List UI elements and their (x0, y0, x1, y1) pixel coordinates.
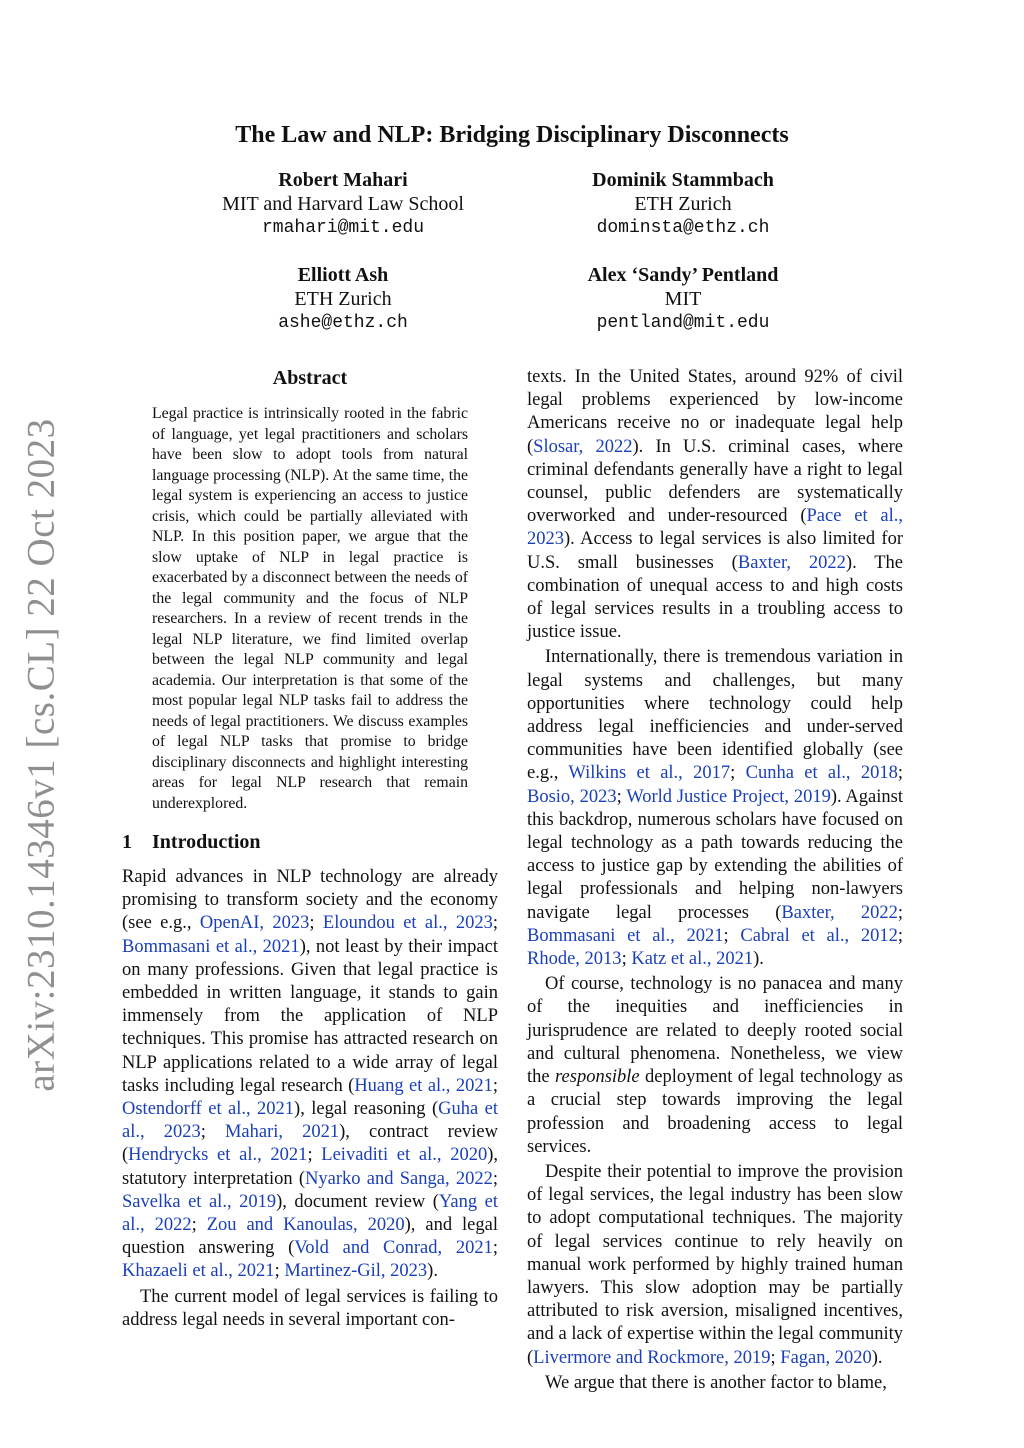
author-email[interactable]: dominsta@ethz.ch (596, 218, 770, 238)
abstract-text: Legal practice is intrinsically rooted in the fabric of language, yet legal practitioners and scholars have been slow to adopt tools from natural language processing (NLP). At the same time, the legal system is experiencing an access to justice crisis, which could be partially alleviated with NLP. In this position paper, we argue that the slow uptake of NLP in legal practice is exacerbated by a disconnect between the needs of the legal community and the focus of NLP researchers. In a review of recent trends in the legal NLP literature, we find limited overlap between the legal NLP community and legal academia. Our interpretation is that some of the most popular legal NLP tasks fail to address the needs of legal practitioners. We discuss examples of legal NLP tasks that promise to bridge disciplinary disconnects and highlight interesting areas for legal NLP research that remain underexplored. (152, 405, 468, 812)
citation-link[interactable]: Yang et al., 2022 (122, 1191, 499, 1236)
citation-link[interactable]: OpenAI, 2023 (199, 913, 310, 934)
body-paragraph: texts. In the United States, around 92% of civil legal problems experienced by low-income Americans receive no or inadequate legal help (Slosar, 2022). In U.S. criminal cases, where criminal defendants generally have a right to legal counsel, public defenders are systematically overworked and under-resourced (Pace et al., 2023). Access to legal services is also limited for U.S. small businesses (Baxter, 2022). The combination of unequal access to and high costs of legal services results in a troubling access to justice issue. (527, 367, 904, 643)
arxiv-stamp-text: arXiv:2310.14346v1 [cs.CL] 22 Oct 2023 (19, 418, 63, 1092)
citation-link[interactable]: Slosar, 2022 (533, 436, 633, 457)
author-block (513, 263, 853, 335)
citation-link[interactable]: Rhode, 2013 (527, 949, 622, 970)
section-number: 1 (122, 831, 132, 853)
body-paragraph: Of course, technology is no panacea and many of the inequities and inefficiencies in jurisprudence are related to deeply rooted social and cultural phenomena. Nonetheless, we view the responsible deployment of legal technology as a crucial step towards improving the legal profession and broadening access to legal services. (527, 974, 903, 1157)
citation-link[interactable]: Wilkins et al., 2017 (568, 763, 731, 784)
citation-link[interactable]: Guha et al., 2023 (122, 1099, 498, 1143)
left-column (122, 366, 498, 1332)
body-paragraph: Despite their potential to improve the provision of legal services, the legal industry has been slow to adopt computational techniques. The majority of legal services continue to rely heavily on manual work performed by highly trained human lawyers. This slow adoption may be partially attributed to risk aversion, misaligned incentives, and a lack of expertise within the legal community (Livermore and Rockmore, 2019; Fagan, 2020). (527, 1161, 903, 1368)
citation-link[interactable]: Fagan, 2020 (780, 1347, 872, 1368)
citation-link[interactable]: Leivaditi et al., 2020 (321, 1145, 488, 1166)
author-affiliation: ETH Zurich (294, 288, 392, 310)
author-email[interactable]: pentland@mit.edu (596, 313, 770, 333)
right-body (527, 366, 903, 1395)
section-title: Introduction (152, 831, 261, 853)
citation-link[interactable]: Huang et al., 2021 (354, 1075, 493, 1096)
author-email[interactable]: ashe@ethz.ch (278, 313, 408, 333)
citation-link[interactable]: Hendrycks et al., 2021 (128, 1145, 308, 1166)
emphasis-text: responsible (555, 1067, 640, 1088)
author-email[interactable]: rmahari@mit.edu (261, 218, 425, 238)
citation-link[interactable]: Bosio, 2023 (527, 786, 617, 807)
citation-link[interactable]: Katz et al., 2021 (631, 949, 754, 970)
arxiv-stamp (18, 418, 64, 1092)
citation-link[interactable]: Pace et al., 2023 (527, 506, 904, 550)
citation-link[interactable]: World Justice Project, 2019 (626, 786, 831, 807)
body-paragraph: Rapid advances in NLP technology are already promising to transform society and the economy (see e.g., OpenAI, 2023; Eloundou et al., 2023; Bommasani et al., 2021), not least by their impact on many professions. Given that legal practice is embedded in written language, it stands to gain immensely from the application of NLP techniques. This promise has attracted research on NLP applications related to a wide array of legal tasks including legal research (Huang et al., 2021; Ostendorff et al., 2021), legal reasoning (Guha et al., 2023; Mahari, 2021), contract review (Hendrycks et al., 2021; Leivaditi et al., 2020), statutory interpretation (Nyarko and Sanga, 2022; Savelka et al., 2019), document review (Yang et al., 2022; Zou and Kanoulas, 2020), and legal question answering (Vold and Conrad, 2021; Khazaeli et al., 2021; Martinez-Gil, 2023). (122, 867, 499, 1282)
citation-link[interactable]: Bommasani et al., 2021 (122, 936, 300, 957)
left-body (122, 866, 498, 1332)
citation-link[interactable]: Cunha et al., 2018 (745, 763, 898, 784)
author-name: Dominik Stammbach (592, 169, 774, 191)
citation-link[interactable]: Baxter, 2022 (737, 552, 846, 573)
paper-title: The Law and NLP: Bridging Disciplinary Disconnects (235, 122, 789, 148)
body-paragraph: We argue that there is another factor to blame, (545, 1372, 887, 1393)
author-name: Robert Mahari (278, 169, 408, 191)
citation-link[interactable]: Ostendorff et al., 2021 (122, 1099, 295, 1120)
body-paragraph: Internationally, there is tremendous variation in legal systems and challenges, but many opportunities where technology could help address legal inefficiencies and under-served communities have been identified globally (see e.g., Wilkins et al., 2017; Cunha et al., 2018; Bosio, 2023; World Justice Project, 2019). Against this backdrop, numerous scholars have focused on legal technology as a path towards reducing the access to justice gap by extending the abilities of legal professionals and helping non-lawyers navigate legal processes (Baxter, 2022; Bommasani et al., 2021; Cabral et al., 2012; Rhode, 2013; Katz et al., 2021). (527, 647, 904, 970)
author-block (173, 263, 513, 335)
right-column (527, 366, 903, 1395)
citation-link[interactable]: Eloundou et al., 2023 (322, 913, 493, 934)
author-block (173, 168, 513, 240)
body-paragraph: The current model of legal services is failing to address legal needs in several important con- (122, 1286, 498, 1330)
author-block (513, 168, 853, 240)
citation-link[interactable]: Khazaeli et al., 2021 (122, 1261, 275, 1282)
author-name: Alex ‘Sandy’ Pentland (587, 264, 779, 286)
citation-link[interactable]: Mahari, 2021 (224, 1122, 340, 1143)
section-heading (122, 830, 498, 854)
citation-link[interactable]: Martinez-Gil, 2023 (284, 1261, 428, 1282)
author-name: Elliott Ash (297, 264, 389, 286)
author-affiliation: ETH Zurich (634, 193, 732, 215)
citation-link[interactable]: Savelka et al., 2019 (122, 1191, 277, 1212)
author-affiliation: MIT and Harvard Law School (222, 193, 464, 215)
citation-link[interactable]: Nyarko and Sanga, 2022 (305, 1168, 493, 1189)
citation-link[interactable]: Bommasani et al., 2021 (527, 925, 724, 946)
abstract-heading: Abstract (272, 367, 348, 389)
citation-link[interactable]: Cabral et al., 2012 (740, 925, 898, 946)
citation-link[interactable]: Livermore and Rockmore, 2019 (533, 1347, 771, 1368)
citation-link[interactable]: Zou and Kanoulas, 2020 (206, 1215, 405, 1236)
author-affiliation: MIT (664, 288, 702, 310)
citation-link[interactable]: Vold and Conrad, 2021 (294, 1238, 493, 1259)
citation-link[interactable]: Baxter, 2022 (781, 902, 898, 923)
